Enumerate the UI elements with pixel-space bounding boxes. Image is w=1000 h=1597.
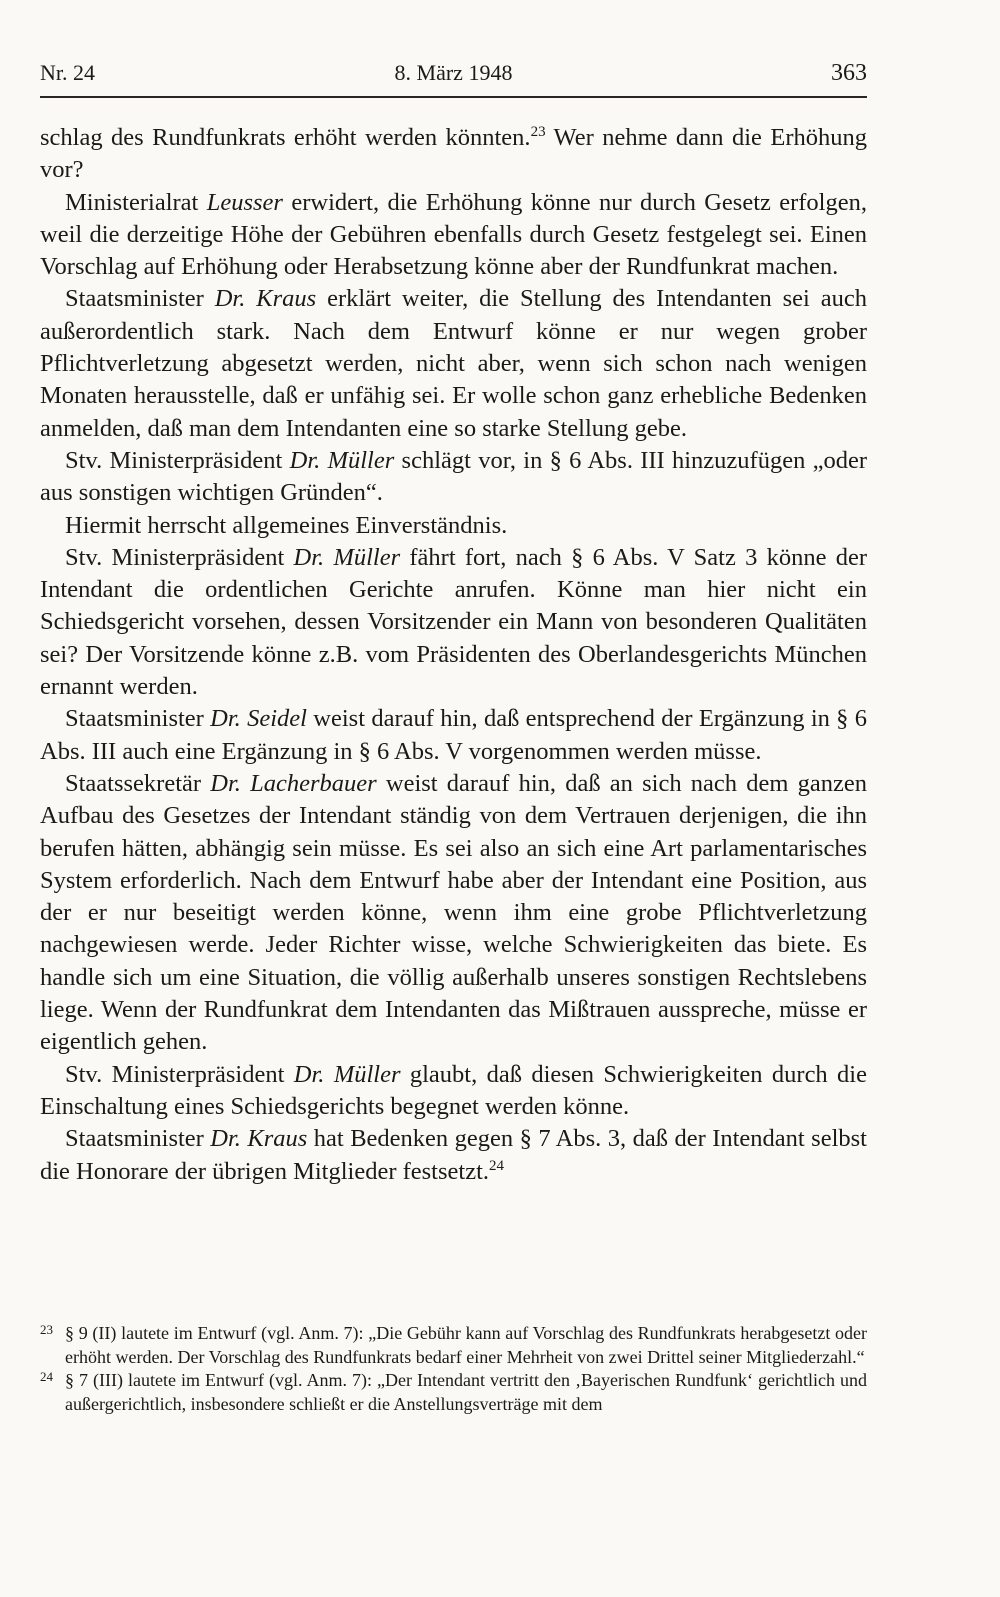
footnote-number: 24	[40, 1369, 53, 1385]
speaker-name: Leusser	[206, 188, 283, 216]
speaker-title: Dr.	[214, 285, 246, 313]
speaker-role: Ministerialrat	[65, 188, 207, 216]
paragraph	[40, 703, 867, 768]
speaker-role: Staatssekretär	[65, 769, 211, 797]
footnote-ref-23: 23	[530, 124, 546, 140]
footnote-ref-24: 24	[489, 1157, 505, 1174]
speaker-name: Müller	[333, 543, 401, 571]
speaker-name: Lacherbauer	[250, 769, 377, 797]
footnote-text: § 9 (II) lautete im Entwurf (vgl. Anm. 7): „Die Gebühr kann auf Vorschlag des Rundfunkrats herabgesetzt oder erhöht werden. Der Vorschlag des Rundfunkrats bedarf einer Mehrheit von zwei Drittel seiner Mitgliederzahl.“	[65, 1323, 867, 1367]
speaker-role: Staatsminister	[65, 285, 215, 313]
speaker-role: Stv. Ministerpräsident	[65, 446, 290, 474]
header-rule	[40, 96, 867, 98]
text-run: Hiermit herrscht allgemeines Einverständnis.	[65, 511, 508, 539]
text-run: erwidert, die Erhöhung könne nur durch Gesetz erfolgen, weil die derzeitige Höhe der Gebühren ebenfalls durch Gesetz festgelegt sei. Einen Vorschlag auf Erhöhung oder Herabsetzung könne aber der Rundfunkrat machen.	[40, 188, 867, 281]
speaker-name: Müller	[333, 1060, 401, 1088]
text-run: schlägt vor, in § 6 Abs. III hinzuzufügen „oder aus sonstigen wichtigen Gründen“.	[40, 446, 868, 507]
speaker-title: Dr.	[210, 705, 241, 733]
text-run: fährt fort, nach § 6 Abs. V Satz 3 könne der Intendant die ordentlichen Gerichte anrufen. Könne man hier nicht ein Schiedsgericht vorsehen, dessen Vorsitzender ein Mann von besonderen Qualitäten sei? Der Vorsitzende könne z.B. vom Präsidenten des Oberlandesgerichts München ernannt werden.	[40, 543, 867, 701]
speaker-role: Staatsminister	[65, 1125, 211, 1153]
speaker-role: Stv. Ministerpräsident	[65, 1060, 294, 1088]
speaker-role: Staatsminister	[65, 705, 211, 733]
running-header	[40, 60, 867, 96]
speaker-name: Müller	[327, 446, 395, 474]
footnote	[40, 1369, 867, 1416]
text-run: erklärt weiter, die Stellung des Intendanten sei auch außerordentlich stark. Nach dem Entwurf könne er nur wegen grober Pflichtverletzung abgesetzt werden, nicht aber, wenn sich schon nach wenigen Monaten herausstelle, daß er unfähig sei. Er wolle schon ganz erhebliche Bedenken anmelden, daß man dem Intendanten eine so starke Stellung gebe.	[40, 285, 867, 442]
speaker-title: Dr.	[289, 446, 321, 474]
paragraph	[40, 768, 867, 1059]
speaker-name: Kraus	[256, 285, 317, 313]
speaker-name: Kraus	[247, 1125, 308, 1153]
speaker-name: Seidel	[247, 705, 307, 733]
speaker-title: Dr.	[293, 1060, 325, 1088]
text-run: Wer nehme dann die Erhöhung vor?	[40, 124, 867, 184]
text-run: glaubt, daß diesen Schwierigkeiten durch die Einschaltung eines Schiedsgerichts begegnet werden könne.	[40, 1060, 867, 1120]
footnotes	[40, 1322, 867, 1416]
paragraph	[40, 542, 867, 703]
paragraph	[40, 1059, 867, 1124]
text-run: hat Bedenken gegen § 7 Abs. 3, daß der Intendant selbst die Honorare der übrigen Mitglieder festsetzt.	[40, 1125, 867, 1185]
paragraph	[40, 187, 867, 284]
speaker-title: Dr.	[210, 1125, 241, 1153]
paragraph	[40, 122, 867, 187]
header-date: 8. März 1948	[394, 60, 513, 85]
issue-number: Nr. 24	[40, 60, 95, 85]
paragraph	[40, 510, 867, 542]
speaker-title: Dr.	[293, 543, 325, 571]
paragraph	[40, 445, 867, 510]
footnote	[40, 1322, 867, 1369]
speaker-title: Dr.	[210, 769, 241, 797]
footnote-text: § 7 (III) lautete im Entwurf (vgl. Anm. 7): „Der Intendant vertritt den ‚Bayerischen Rundfunk‘ gerichtlich und außergerichtlich, insbesondere schließt er die Anstellungsverträge mit dem	[65, 1370, 867, 1414]
footnote-number: 23	[40, 1322, 53, 1337]
paragraph	[40, 1123, 867, 1188]
main-text	[40, 122, 867, 1188]
text-run: weist darauf hin, daß an sich nach dem ganzen Aufbau des Gesetzes der Intendant ständig von dem Vertrauen derjenigen, die ihn berufen hätten, abhängig sein müsse. Es sei also an sich eine Art parlamentarisches System erforderlich. Nach dem Entwurf habe aber der Intendant eine Position, aus der er nur beseitigt werden könne, wenn ihm eine grobe Pflichtverletzung nachgewiesen werde. Jeder Richter wisse, welche Schwierigkeiten das biete. Es handle sich um eine Situation, die völlig außerhalb unseres sonstigen Rechtslebens liege. Wenn der Rundfunkrat dem Intendanten das Mißtrauen ausspreche, müsse er eigentlich gehen.	[40, 769, 867, 1056]
paragraph	[40, 283, 867, 444]
text-run: weist darauf hin, daß entsprechend der Ergänzung in § 6 Abs. III auch eine Ergänzung in § 6 Abs. V vorgenommen werden müsse.	[40, 705, 868, 765]
speaker-role: Stv. Ministerpräsident	[65, 543, 294, 571]
text-run: schlag des Rundfunkrats erhöht werden könnten.	[40, 124, 531, 151]
page-number: 363	[831, 60, 867, 86]
